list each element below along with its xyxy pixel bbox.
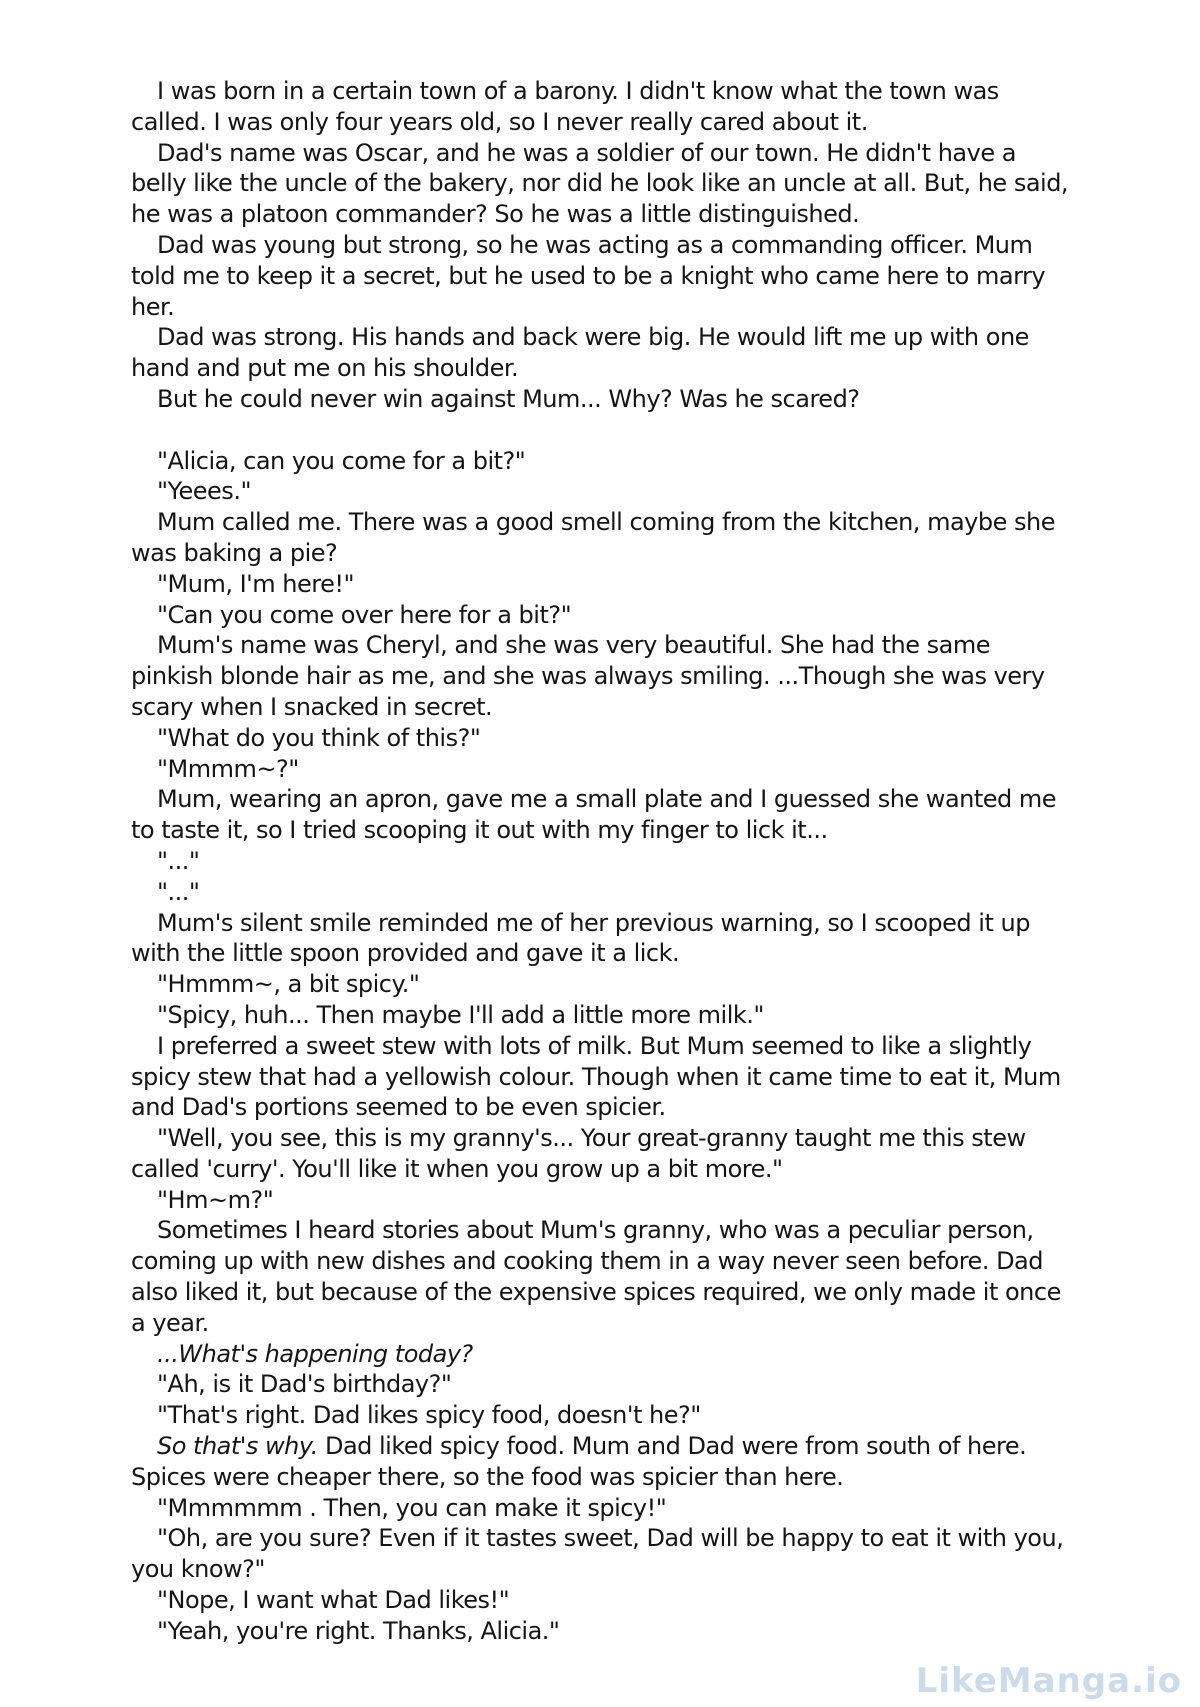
- paragraph-2: Dad's name was Oscar, and he was a soldier of our town. He didn't have a belly like the uncle of the bakery, nor did he look like an uncle at all. But, he said, he was a platoon commander? So he was a little distinguished.: [131, 138, 1069, 229]
- paragraph-4: Dad was strong. His hands and back were big. He would lift me up with one hand and put me on his shoulder.: [131, 323, 1029, 383]
- paragraph-13: "What do you think of this?": [157, 723, 481, 752]
- paragraph-21: I preferred a sweet stew with lots of milk. But Mum seemed to like a slightly spicy stew that had a yellowish colour. Though when it came time to eat it, Mum and Dad's portions seemed to be even spicier.: [131, 1031, 1061, 1122]
- paragraph-8: "Yeees.": [157, 477, 251, 506]
- paragraph-28-text: Dad liked spicy food. Mum and Dad were from south of here. Spices were cheaper there, so the food was spicier than here.: [131, 1432, 1027, 1491]
- scene-break: [131, 415, 1076, 446]
- paragraph-14: "Mmmm~?": [157, 754, 299, 783]
- paragraph-22: "Well, you see, this is my granny's... Your great-granny taught me this stew called 'curry'. You'll like it when you grow up a bit more.": [131, 1124, 1026, 1183]
- paragraph-16: "...": [157, 846, 200, 875]
- paragraph-11: "Can you come over here for a bit?": [157, 600, 572, 629]
- paragraph-9: Mum called me. There was a good smell coming from the kitchen, maybe she was baking a pie?: [131, 508, 1055, 567]
- paragraph-29: "Mmmmmm . Then, you can make it spicy!": [157, 1493, 667, 1522]
- paragraph-20: "Spicy, huh... Then maybe I'll add a little more milk.": [157, 1000, 764, 1029]
- paragraph-30: "Oh, are you sure? Even if it tastes sweet, Dad will be happy to eat it with you, you know?": [131, 1524, 1064, 1584]
- paragraph-10: "Mum, I'm here!": [157, 569, 355, 598]
- paragraph-18: Mum's silent smile reminded me of her previous warning, so I scooped it up with the little spoon provided and gave it a lick.: [131, 908, 1030, 968]
- site-watermark: LikeManga.io: [915, 1661, 1182, 1701]
- novel-page: [131, 76, 1076, 1647]
- paragraph-27: "That's right. Dad likes spicy food, doesn't he?": [157, 1401, 701, 1430]
- paragraph-3: Dad was young but strong, so he was acting as a commanding officer. Mum told me to keep it a secret, but he used to be a knight who came here to marry her.: [131, 230, 1046, 321]
- paragraph-31: "Nope, I want what Dad likes!": [157, 1586, 510, 1615]
- paragraph-25: [131, 1339, 1076, 1370]
- paragraph-23: "Hm~m?": [157, 1185, 274, 1214]
- paragraph-28: [131, 1431, 1076, 1493]
- paragraph-24: Sometimes I heard stories about Mum's granny, who was a peculiar person, coming up with new dishes and cooking them in a way never seen before. Dad also liked it, but because of the expensive spices required, we only made it once a year.: [131, 1216, 1061, 1337]
- italic-thought: ...What's happening today?: [157, 1339, 473, 1368]
- paragraph-17: "...": [157, 877, 200, 906]
- paragraph-7: "Alicia, can you come for a bit?": [157, 446, 526, 475]
- paragraph-32: "Yeah, you're right. Thanks, Alicia.": [157, 1616, 560, 1645]
- paragraph-12: Mum's name was Cheryl, and she was very beautiful. She had the same pinkish blonde hair as me, and she was always smiling. ...Though she was very scary when I snacked in secret.: [131, 631, 1045, 721]
- paragraph-26: "Ah, is it Dad's birthday?": [157, 1370, 452, 1399]
- paragraph-1: I was born in a certain town of a barony. I didn't know what the town was called. I was only four years old, so I never really cared about it.: [131, 77, 999, 136]
- paragraph-5: But he could never win against Mum... Why? Was he scared?: [157, 384, 860, 413]
- italic-lead: So that's why.: [157, 1432, 318, 1461]
- paragraph-15: Mum, wearing an apron, gave me a small plate and I guessed she wanted me to taste it, so I tried scooping it out with my finger to lick it...: [131, 785, 1057, 845]
- paragraph-19: "Hmmm~, a bit spicy.": [157, 970, 420, 999]
